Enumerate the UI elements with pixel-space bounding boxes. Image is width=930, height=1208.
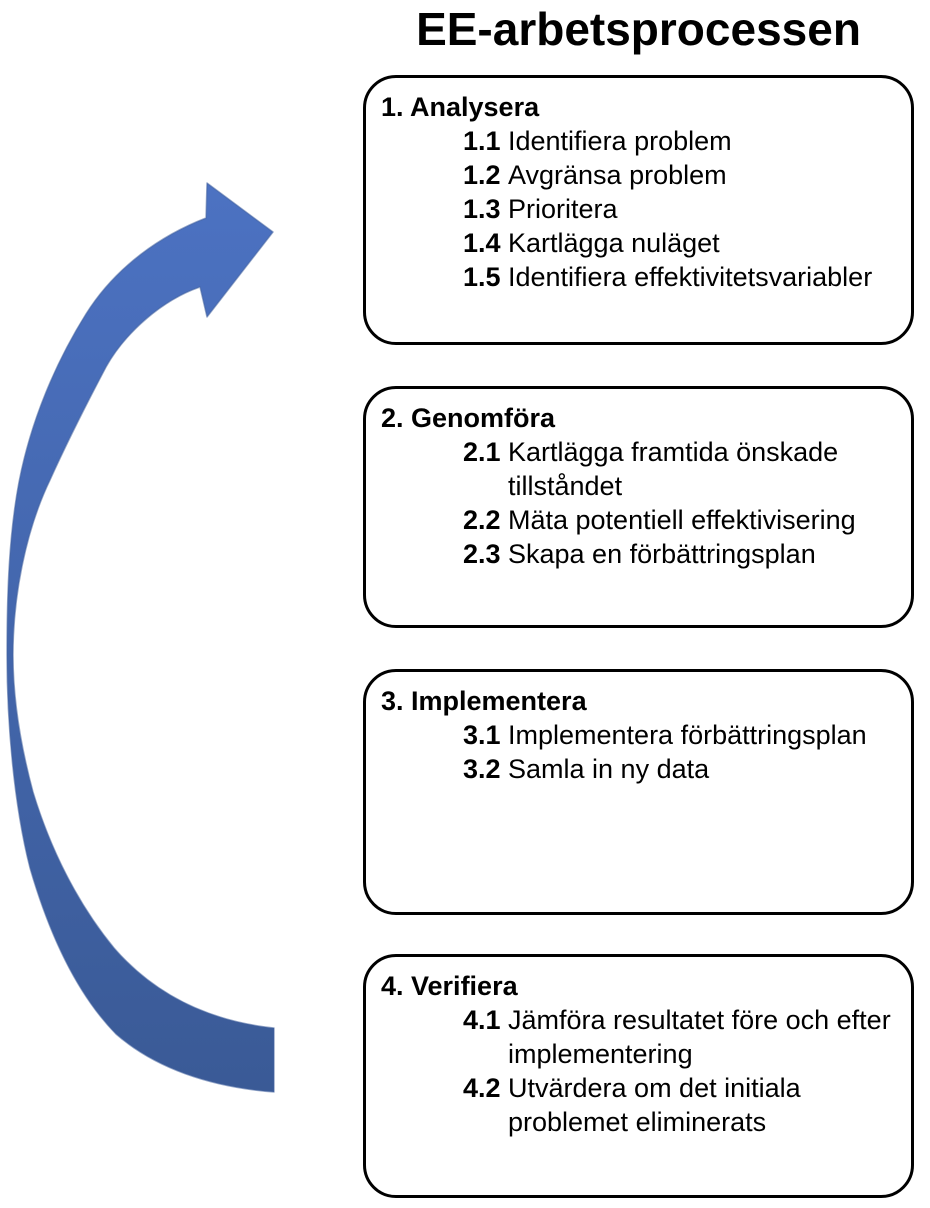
- list-item: [463, 435, 897, 503]
- box-item-list: [463, 1003, 897, 1139]
- item-text: Implementera förbättringsplan: [508, 720, 867, 750]
- box-header: 3. Implementera: [381, 686, 587, 716]
- item-number: 3.1: [463, 720, 501, 750]
- box-item-list: [463, 718, 897, 786]
- item-number: 1.1: [463, 126, 501, 156]
- item-text: Utvärdera om det initiala problemet eliminerats: [508, 1073, 801, 1137]
- item-text: Samla in ny data: [508, 754, 710, 784]
- list-item: [463, 192, 897, 226]
- list-item: [463, 158, 897, 192]
- swoosh-arrow-shape: [7, 183, 274, 1092]
- process-box-implementera: [363, 669, 914, 915]
- box-header: 2. Genomföra: [381, 403, 556, 433]
- item-number: 2.3: [463, 539, 501, 569]
- list-item: [463, 718, 897, 752]
- process-box-analysera: [363, 75, 914, 345]
- page-title: EE-arbetsprocessen: [416, 3, 861, 55]
- item-text: Identifiera problem: [508, 126, 732, 156]
- item-number: 2.2: [463, 505, 501, 535]
- item-text: Prioritera: [508, 194, 618, 224]
- item-number: 1.4: [463, 228, 501, 258]
- item-text: Avgränsa problem: [508, 160, 727, 190]
- list-item: [463, 260, 897, 294]
- box-item-list: [463, 435, 897, 571]
- item-number: 4.1: [463, 1005, 501, 1035]
- list-item: [463, 503, 897, 537]
- box-header: 1. Analysera: [381, 92, 540, 122]
- item-number: 3.2: [463, 754, 501, 784]
- item-number: 4.2: [463, 1073, 501, 1103]
- item-text: Skapa en förbättringsplan: [508, 539, 816, 569]
- item-text: Kartlägga framtida önskade tillståndet: [508, 437, 839, 501]
- list-item: [463, 226, 897, 260]
- list-item: [463, 537, 897, 571]
- process-box-genomfora: [363, 386, 914, 628]
- list-item: [463, 1003, 897, 1071]
- process-box-verifiera: [363, 954, 914, 1198]
- item-text: Identifiera effektivitetsvariabler: [508, 262, 873, 292]
- box-header: 4. Verifiera: [381, 971, 518, 1001]
- box-item-list: [463, 124, 897, 294]
- list-item: [463, 124, 897, 158]
- item-text: Mäta potentiell effektivisering: [508, 505, 856, 535]
- item-number: 1.5: [463, 262, 501, 292]
- list-item: [463, 1071, 897, 1139]
- item-text: Kartlägga nuläget: [508, 228, 720, 258]
- item-text: Jämföra resultatet före och efter implementering: [508, 1005, 891, 1069]
- item-number: 2.1: [463, 437, 501, 467]
- list-item: [463, 752, 897, 786]
- item-number: 1.3: [463, 194, 501, 224]
- item-number: 1.2: [463, 160, 501, 190]
